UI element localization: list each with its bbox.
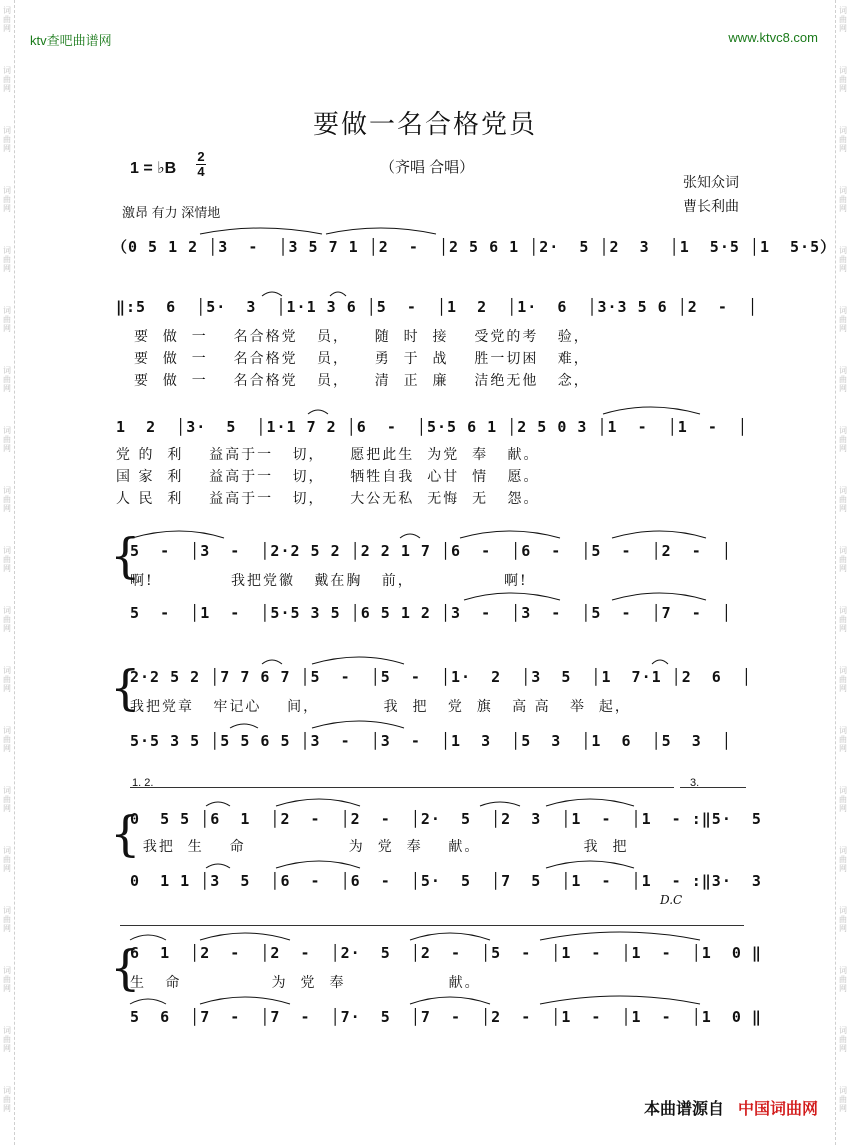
line6-lower-notes: 5 6 │7 - │7 - │7· 5 │7 - │2 - │1 - │1 - │1 0 ‖ <box>130 1008 762 1026</box>
time-numerator: 2 <box>197 149 205 164</box>
watermark-text: 词 曲 网 <box>3 126 11 153</box>
line6-lyrics: 生 命 为 党 奉 献。 <box>130 975 481 991</box>
watermark-text: 词 曲 网 <box>3 246 11 273</box>
watermark-text: 词 曲 网 <box>3 906 11 933</box>
watermark-text: 词 曲 网 <box>839 6 847 33</box>
watermark-text: 词 曲 网 <box>839 126 847 153</box>
time-denominator: 4 <box>197 164 205 179</box>
line3-lower-notes: 5 - │1 - │5·5 3 5 │6 5 1 2 │3 - │3 - │5 - │7 - │ <box>130 604 732 622</box>
line1-lyrics-verse3: 要 做 一 名合格党 员， 清 正 廉 洁绝无他 念， <box>134 373 590 389</box>
volta-label-1-2: 1. 2. <box>132 777 154 789</box>
footer-credit <box>644 1096 818 1119</box>
watermark-text: 词 曲 网 <box>3 1086 11 1113</box>
watermark-text: 词 曲 网 <box>839 546 847 573</box>
watermark-text: 词 曲 网 <box>3 546 11 573</box>
key-signature: 1 = ♭B <box>130 160 177 177</box>
line6-upper-notes: 6 1 │2 - │2 - │2· 5 │2 - │5 - │1 - │1 - │1 0 ‖ <box>130 944 762 962</box>
watermark-text: 词 曲 网 <box>3 606 11 633</box>
line3-lyrics: 啊! 我把党徽 戴在胸 前， 啊! <box>130 573 528 589</box>
watermark-text: 词 曲 网 <box>3 726 11 753</box>
watermark-text: 词 曲 网 <box>3 1026 11 1053</box>
watermark-text: 词 曲 网 <box>3 306 11 333</box>
watermark-text: 词 曲 网 <box>839 786 847 813</box>
footer-brand-link[interactable]: 中国词曲网 <box>737 1101 818 1118</box>
system-brace: { <box>110 940 141 996</box>
watermark-text: 词 曲 网 <box>839 726 847 753</box>
watermark-text: 词 曲 网 <box>3 366 11 393</box>
volta-label-3: 3. <box>690 777 700 789</box>
watermark-text: 词 曲 网 <box>3 6 11 33</box>
watermark-text: 词 曲 网 <box>3 186 11 213</box>
da-capo-marking: D.C <box>660 893 683 907</box>
line2-lyrics-verse2: 国 家 利 益高于一 切， 牺牲自我 心甘 情 愿。 <box>116 469 540 485</box>
performance-style: （齐唱 合唱） <box>380 159 475 176</box>
line4-lyrics: 我把党章 牢记心 间， 我 把 党 旗 高 高 举 起， <box>130 699 631 715</box>
line1-lyrics-verse1: 要 做 一 名合格党 员， 随 时 接 受党的考 验， <box>134 329 590 345</box>
line4-upper-notes: 2·2 5 2 │7 7 6 7 │5 - │5 - │1· 2 │3 5 │1 7·1 │2 6 │ <box>130 668 752 686</box>
line2-lyrics-verse1: 党 的 利 益高于一 切， 愿把此生 为党 奉 献。 <box>116 447 540 463</box>
line5-upper-notes: 0 5 5 │6 1 │2 - │2 - │2· 5 │2 3 │1 - │1 - :‖5· 5 <box>130 810 762 828</box>
line2-notes: 1 2 │3· 5 │1·1 7 2 │6 - │5·5 6 1 │2 5 0 3 │1 - │1 - │ <box>116 418 748 436</box>
site-name-left[interactable]: ktv查吧曲谱网 <box>30 33 112 48</box>
composer: 曹长利曲 <box>683 198 739 214</box>
intro-notes: （0 5 1 2 │3 - │3 5 7 1 │2 - │2 5 6 1 │2· 5 │2 3 │1 5·5 │1 5·5） <box>112 238 837 256</box>
line3-upper-notes: 5 - │3 - │2·2 5 2 │2 2 1 7 │6 - │6 - │5 - │2 - │ <box>130 542 732 560</box>
watermark-text: 词 曲 网 <box>839 846 847 873</box>
system-brace: { <box>110 660 141 716</box>
watermark-text: 词 曲 网 <box>3 786 11 813</box>
line4-lower-notes: 5·5 3 5 │5 5 6 5 │3 - │3 - │1 3 │5 3 │1 6 │5 3 │ <box>130 732 732 750</box>
song-title: 要做一名合格党员 <box>312 110 537 140</box>
watermark-text: 词 曲 网 <box>3 66 11 93</box>
watermark-text: 词 曲 网 <box>839 966 847 993</box>
watermark-text: 词 曲 网 <box>3 666 11 693</box>
watermark-text: 词 曲 网 <box>839 186 847 213</box>
site-url-right[interactable]: www.ktvc8.com <box>728 30 818 45</box>
watermark-text: 词 曲 网 <box>839 486 847 513</box>
line5-lower-notes: 0 1 1 │3 5 │6 - │6 - │5· 5 │7 5 │1 - │1 - :‖3· 3 <box>130 872 762 890</box>
watermark-text: 词 曲 网 <box>839 426 847 453</box>
line2-lyrics-verse3: 人 民 利 益高于一 切， 大公无私 无悔 无 怨。 <box>116 491 540 507</box>
watermark-text: 词 曲 网 <box>839 1086 847 1113</box>
watermark-text: 词 曲 网 <box>839 306 847 333</box>
watermark-text: 词 曲 网 <box>839 246 847 273</box>
watermark-text: 词 曲 网 <box>3 486 11 513</box>
watermark-text: 词 曲 网 <box>3 426 11 453</box>
line5-lyrics: 我把 生 命 为 党 奉 献。 我 把 <box>130 839 629 855</box>
watermark-text: 词 曲 网 <box>839 366 847 393</box>
watermark-text: 词 曲 网 <box>839 606 847 633</box>
system-brace: { <box>110 806 141 862</box>
lyricist: 张知众词 <box>683 174 739 190</box>
tempo-marking: 激昂 有力 深情地 <box>122 205 221 220</box>
footer-source-label: 本曲谱源自 <box>643 1101 724 1118</box>
watermark-text: 词 曲 网 <box>3 966 11 993</box>
watermark-text: 词 曲 网 <box>839 666 847 693</box>
watermark-text: 词 曲 网 <box>839 906 847 933</box>
line1-notes: ‖:5 6 │5· 3 │1·1 3 6 │5 - │1 2 │1· 6 │3·3 5 6 │2 - │ <box>116 298 758 316</box>
system-brace: { <box>110 528 141 584</box>
watermark-text: 词 曲 网 <box>3 846 11 873</box>
watermark-text: 词 曲 网 <box>839 1026 847 1053</box>
watermark-text: 词 曲 网 <box>839 66 847 93</box>
line1-lyrics-verse2: 要 做 一 名合格党 员， 勇 于 战 胜一切困 难， <box>134 351 590 367</box>
